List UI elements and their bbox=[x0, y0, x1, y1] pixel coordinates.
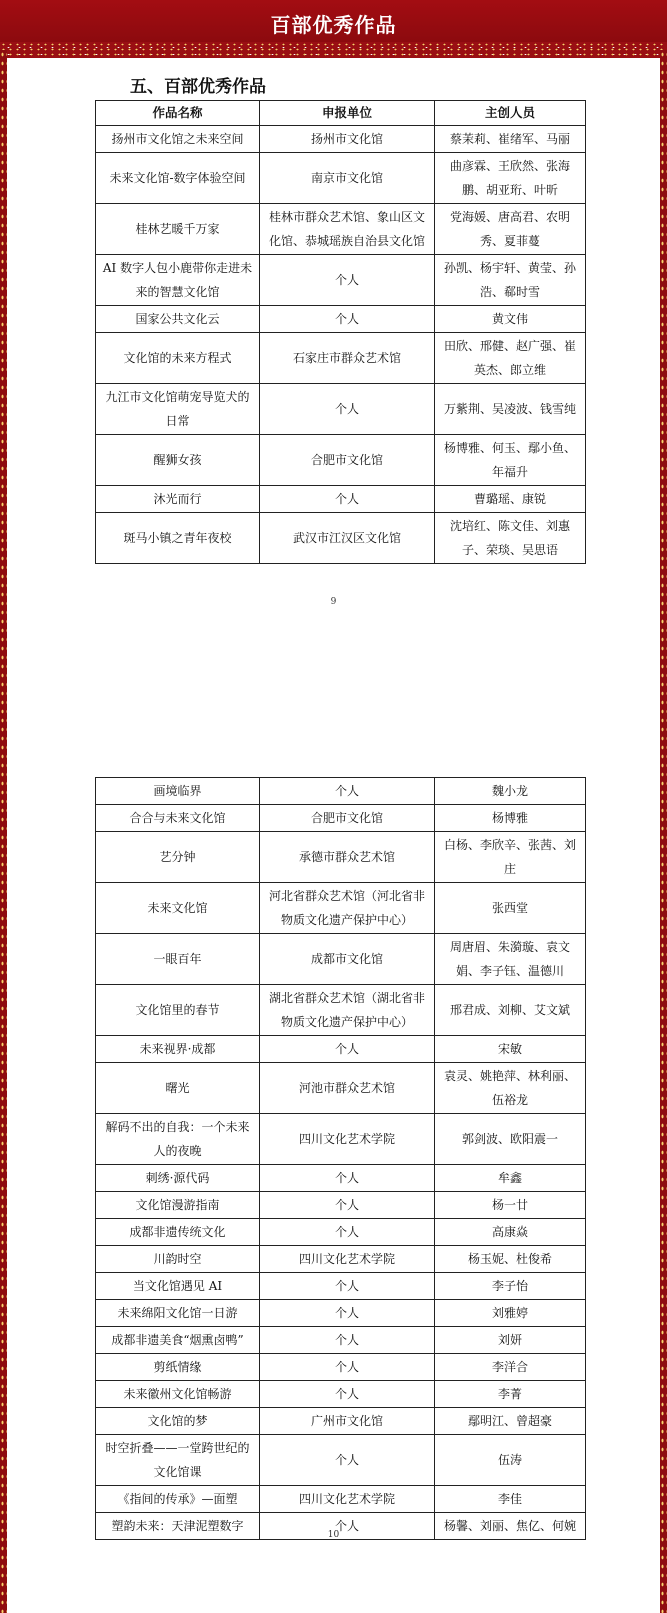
work-name-cell: 醒狮女孩 bbox=[96, 435, 260, 486]
organization-cell: 合肥市文化馆 bbox=[260, 805, 435, 832]
table-row bbox=[96, 126, 586, 153]
page-number: 10 bbox=[327, 1530, 340, 1540]
work-name-cell: 剪纸情缘 bbox=[96, 1354, 260, 1381]
creators-cell: 魏小龙 bbox=[435, 778, 586, 805]
work-name-cell: 刺绣·源代码 bbox=[96, 1165, 260, 1192]
organization-cell: 湖北省群众艺术馆（湖北省非物质文化遗产保护中心） bbox=[260, 985, 435, 1036]
table-row bbox=[96, 985, 586, 1036]
organization-cell: 石家庄市群众艺术馆 bbox=[260, 333, 435, 384]
section-heading: 五、百部优秀作品 bbox=[130, 77, 266, 97]
table-row bbox=[96, 333, 586, 384]
work-name-cell: 画境临界 bbox=[96, 778, 260, 805]
work-name-cell: 当文化馆遇见 AI bbox=[96, 1273, 260, 1300]
work-name-cell: 艺分钟 bbox=[96, 832, 260, 883]
organization-cell: 成都市文化馆 bbox=[260, 934, 435, 985]
organization-cell: 个人 bbox=[260, 486, 435, 513]
organization-cell: 个人 bbox=[260, 1327, 435, 1354]
creators-cell: 伍涛 bbox=[435, 1435, 586, 1486]
table-row bbox=[96, 1036, 586, 1063]
work-name-cell: 文化馆的梦 bbox=[96, 1408, 260, 1435]
table-row bbox=[96, 832, 586, 883]
organization-cell: 四川文化艺术学院 bbox=[260, 1114, 435, 1165]
table-header-row bbox=[96, 101, 586, 126]
work-name-cell: 斑马小镇之青年夜校 bbox=[96, 513, 260, 564]
work-name-cell: 文化馆里的春节 bbox=[96, 985, 260, 1036]
creators-cell: 鄢明江、曾超豪 bbox=[435, 1408, 586, 1435]
table-row bbox=[96, 1114, 586, 1165]
organization-cell: 个人 bbox=[260, 1192, 435, 1219]
organization-cell: 广州市文化馆 bbox=[260, 1408, 435, 1435]
creators-cell: 杨馨、刘丽、焦亿、何婉 bbox=[435, 1513, 586, 1540]
table-row bbox=[96, 1219, 586, 1246]
work-name-cell: 沐光而行 bbox=[96, 486, 260, 513]
creators-cell: 袁灵、姚艳萍、林利丽、伍裕龙 bbox=[435, 1063, 586, 1114]
table-row bbox=[96, 1435, 586, 1486]
organization-cell: 个人 bbox=[260, 306, 435, 333]
organization-cell: 个人 bbox=[260, 1165, 435, 1192]
work-name-cell: 塑韵未来：天津泥塑数字 bbox=[96, 1513, 260, 1540]
organization-cell: 个人 bbox=[260, 1273, 435, 1300]
organization-cell: 个人 bbox=[260, 1219, 435, 1246]
work-name-cell: 文化馆的未来方程式 bbox=[96, 333, 260, 384]
work-name-cell: 合合与未来文化馆 bbox=[96, 805, 260, 832]
creators-cell: 李洋合 bbox=[435, 1354, 586, 1381]
work-name-cell: 未来绵阳文化馆一日游 bbox=[96, 1300, 260, 1327]
organization-cell: 个人 bbox=[260, 778, 435, 805]
organization-cell: 个人 bbox=[260, 1435, 435, 1486]
table-row bbox=[96, 204, 586, 255]
organization-cell: 四川文化艺术学院 bbox=[260, 1486, 435, 1513]
organization-cell: 个人 bbox=[260, 1036, 435, 1063]
table-row bbox=[96, 1300, 586, 1327]
header-creators: 主创人员 bbox=[435, 101, 586, 126]
table-row bbox=[96, 805, 586, 832]
table-row bbox=[96, 435, 586, 486]
creators-cell: 杨一廿 bbox=[435, 1192, 586, 1219]
page-banner bbox=[0, 0, 667, 46]
table-row bbox=[96, 255, 586, 306]
table-row bbox=[96, 1381, 586, 1408]
table-row bbox=[96, 153, 586, 204]
work-name-cell: 九江市文化馆萌宠导览犬的日常 bbox=[96, 384, 260, 435]
organization-cell: 合肥市文化馆 bbox=[260, 435, 435, 486]
banner-title: 百部优秀作品 bbox=[270, 13, 397, 37]
organization-cell: 武汉市江汉区文化馆 bbox=[260, 513, 435, 564]
table-row bbox=[96, 1408, 586, 1435]
organization-cell: 个人 bbox=[260, 255, 435, 306]
decorative-right-border bbox=[660, 50, 667, 1613]
creators-cell: 蔡茉莉、崔绪军、马丽 bbox=[435, 126, 586, 153]
organization-cell: 河池市群众艺术馆 bbox=[260, 1063, 435, 1114]
table-row bbox=[96, 1327, 586, 1354]
creators-cell: 周唐眉、朱漪璇、袁文娟、李子钰、温德川 bbox=[435, 934, 586, 985]
creators-cell: 高康焱 bbox=[435, 1219, 586, 1246]
decorative-sparkle-border bbox=[0, 42, 667, 58]
work-name-cell: 曙光 bbox=[96, 1063, 260, 1114]
header-organization: 申报单位 bbox=[260, 101, 435, 126]
organization-cell: 扬州市文化馆 bbox=[260, 126, 435, 153]
organization-cell: 河北省群众艺术馆（河北省非物质文化遗产保护中心） bbox=[260, 883, 435, 934]
work-name-cell: 时空折叠——一堂跨世纪的文化馆课 bbox=[96, 1435, 260, 1486]
table-row bbox=[96, 513, 586, 564]
organization-cell: 桂林市群众艺术馆、象山区文化馆、恭城瑶族自治县文化馆 bbox=[260, 204, 435, 255]
work-name-cell: 文化馆漫游指南 bbox=[96, 1192, 260, 1219]
organization-cell: 承德市群众艺术馆 bbox=[260, 832, 435, 883]
work-name-cell: 未来徽州文化馆畅游 bbox=[96, 1381, 260, 1408]
creators-cell: 杨玉妮、杜俊希 bbox=[435, 1246, 586, 1273]
work-name-cell: 未来文化馆 bbox=[96, 883, 260, 934]
creators-cell: 李佳 bbox=[435, 1486, 586, 1513]
table-row bbox=[96, 306, 586, 333]
creators-cell: 沈培红、陈文佳、刘惠子、荣琰、吴思语 bbox=[435, 513, 586, 564]
works-table-page-9 bbox=[95, 100, 586, 564]
creators-cell: 刘妍 bbox=[435, 1327, 586, 1354]
work-name-cell: 一眼百年 bbox=[96, 934, 260, 985]
creators-cell: 孙凯、杨宇轩、黄莹、孙浩、郗时雪 bbox=[435, 255, 586, 306]
work-name-cell: 《指间的传承》—面塑 bbox=[96, 1486, 260, 1513]
creators-cell: 李菁 bbox=[435, 1381, 586, 1408]
works-table-page-10 bbox=[95, 777, 586, 1540]
creators-cell: 白杨、李欣辛、张茜、刘庄 bbox=[435, 832, 586, 883]
creators-cell: 万紫荆、吴凌波、钱雪纯 bbox=[435, 384, 586, 435]
creators-cell: 牟鑫 bbox=[435, 1165, 586, 1192]
table-row bbox=[96, 934, 586, 985]
work-name-cell: 扬州市文化馆之未来空间 bbox=[96, 126, 260, 153]
table-row bbox=[96, 778, 586, 805]
creators-cell: 张西堂 bbox=[435, 883, 586, 934]
page-number: 9 bbox=[330, 597, 337, 607]
creators-cell: 曲彦霖、王欣然、张海鹏、胡亚珩、叶昕 bbox=[435, 153, 586, 204]
creators-cell: 刘雅婷 bbox=[435, 1300, 586, 1327]
organization-cell: 个人 bbox=[260, 1354, 435, 1381]
organization-cell: 个人 bbox=[260, 1513, 435, 1540]
work-name-cell: 桂林艺暖千万家 bbox=[96, 204, 260, 255]
creators-cell: 田欣、邢健、赵广强、崔英杰、郎立维 bbox=[435, 333, 586, 384]
table-row bbox=[96, 1192, 586, 1219]
creators-cell: 宋敏 bbox=[435, 1036, 586, 1063]
creators-cell: 邢君成、刘柳、艾文斌 bbox=[435, 985, 586, 1036]
creators-cell: 黄文伟 bbox=[435, 306, 586, 333]
organization-cell: 四川文化艺术学院 bbox=[260, 1246, 435, 1273]
work-name-cell: 川韵时空 bbox=[96, 1246, 260, 1273]
work-name-cell: AI 数字人包小鹿带你走进未来的智慧文化馆 bbox=[96, 255, 260, 306]
creators-cell: 杨博雅、何玉、鄢小鱼、年福升 bbox=[435, 435, 586, 486]
organization-cell: 南京市文化馆 bbox=[260, 153, 435, 204]
table-row bbox=[96, 1063, 586, 1114]
table-row bbox=[96, 1354, 586, 1381]
work-name-cell: 未来视界·成都 bbox=[96, 1036, 260, 1063]
work-name-cell: 成都非遗传统文化 bbox=[96, 1219, 260, 1246]
organization-cell: 个人 bbox=[260, 1300, 435, 1327]
work-name-cell: 国家公共文化云 bbox=[96, 306, 260, 333]
table-row bbox=[96, 1486, 586, 1513]
table-row bbox=[96, 384, 586, 435]
table-row bbox=[96, 883, 586, 934]
creators-cell: 党海媛、唐高君、农明秀、夏菲蔓 bbox=[435, 204, 586, 255]
table-row bbox=[96, 1273, 586, 1300]
decorative-left-border bbox=[0, 50, 7, 1613]
creators-cell: 杨博雅 bbox=[435, 805, 586, 832]
work-name-cell: 解码不出的自我：一个未来人的夜晚 bbox=[96, 1114, 260, 1165]
work-name-cell: 成都非遗美食“烟熏卤鸭” bbox=[96, 1327, 260, 1354]
organization-cell: 个人 bbox=[260, 1381, 435, 1408]
table-row bbox=[96, 486, 586, 513]
organization-cell: 个人 bbox=[260, 384, 435, 435]
table-row bbox=[96, 1246, 586, 1273]
work-name-cell: 未来文化馆-数字体验空间 bbox=[96, 153, 260, 204]
creators-cell: 李子怡 bbox=[435, 1273, 586, 1300]
table-row bbox=[96, 1165, 586, 1192]
creators-cell: 郭剑波、欧阳震一 bbox=[435, 1114, 586, 1165]
header-work-name: 作品名称 bbox=[96, 101, 260, 126]
creators-cell: 曹璐瑶、康锐 bbox=[435, 486, 586, 513]
